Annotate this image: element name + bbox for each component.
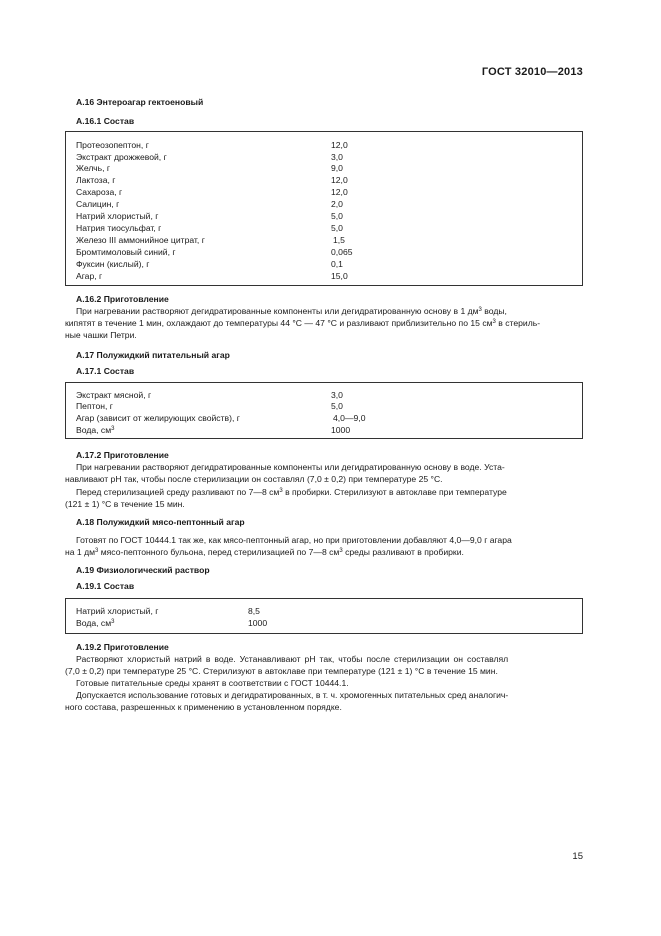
composition-row: Вода, $см^3$ 1000 — [76, 618, 268, 628]
page-number: 15 — [572, 851, 583, 862]
paragraph-line: Перед стерилизацией среду разливают по 7—8 $см^3$ в пробирки. Стерилизуют в автоклаве при температуре — [76, 487, 507, 497]
section-a19-title: А.19 Физиологический раствор — [76, 565, 210, 575]
section-a17-1-title: А.17.1 Состав — [76, 366, 135, 376]
paragraph-line: ного состава, разрешенных к применению в установленном порядке. — [65, 702, 342, 712]
paragraph-line: При нагревании растворяют дегидратированные компоненты или дегидратированную основу в 1 $дм^3$ воды, — [76, 306, 507, 316]
paragraph-line: кипятят в течение 1 мин, охлаждают до температуры 44 °С — 47 °С и разливают приблизительно по 15 $см^3$ в стериль- — [65, 318, 541, 328]
composition-row: Желчь, г 9,0 — [76, 163, 343, 173]
composition-row: Лактоза, г 12,0 — [76, 175, 348, 185]
composition-row: Натрий хлористый, г 5,0 — [76, 211, 343, 221]
composition-row: Агар, г 15,0 — [76, 271, 348, 281]
composition-row: Сахароза, г 12,0 — [76, 187, 348, 197]
composition-row: Салицин, г 2,0 — [76, 199, 343, 209]
section-a17-title: А.17 Полужидкий питательный агар — [76, 350, 230, 360]
paragraph-line: на 1 $дм^3$ мясо-пептонного бульона, перед стерилизацией по 7—8 $см^3$ среды разливают в пробирки. — [65, 547, 464, 557]
composition-row: Фуксин (кислый), г 0,1 — [76, 259, 343, 269]
composition-row: Натрия тиосульфат, г 5,0 — [76, 223, 343, 233]
composition-row: Вода, $см^3$ 1000 — [76, 425, 351, 435]
composition-row: Экстракт дрожжевой, г 3,0 — [76, 152, 343, 162]
composition-row: Пептон, г 5,0 — [76, 401, 343, 411]
composition-row: Экстракт мясной, г 3,0 — [76, 390, 343, 400]
section-a16-title: А.16 Энтероагар гектоеновый — [76, 97, 204, 107]
composition-row: Натрий хлористый, г 8,5 — [76, 606, 260, 616]
paragraph-line: Готовят по ГОСТ 10444.1 так же, как мясо-пептонный агар, но при приготовлении добавляют 4,0—9,0 г агара — [76, 535, 512, 545]
composition-table-a16 — [65, 131, 583, 286]
composition-row: Бромтимоловый синий, г 0,065 — [76, 247, 353, 257]
section-a19-1-title: А.19.1 Состав — [76, 581, 135, 591]
section-a16-1-title: А.16.1 Состав — [76, 116, 135, 126]
paragraph-line: навливают pH так, чтобы после стерилизации он составлял (7,0 ± 0,2) при температуре 25 °С. — [65, 474, 443, 484]
composition-row: Протеозопептон, г 12,0 — [76, 140, 348, 150]
section-a17-2-title: А.17.2 Приготовление — [76, 450, 169, 460]
composition-row: Агар (зависит от желирующих свойств), г 4,0—9,0 — [76, 413, 366, 423]
composition-table-a19 — [65, 598, 583, 634]
paragraph-line: (7,0 ± 0,2) при температуре 25 °С. Стерилизуют в автоклаве при температуре (121 ± 1) °С в течение 15 мин. — [65, 666, 498, 676]
paragraph-line: При нагревании растворяют дегидратированные компоненты или дегидратированную основу в воде. Уста- — [76, 462, 505, 472]
composition-row: Железо III аммонийное цитрат, г 1,5 — [76, 235, 345, 245]
composition-table-a17 — [65, 382, 583, 439]
section-a18-title: А.18 Полужидкий мясо-пептонный агар — [76, 517, 245, 527]
document-code: ГОСТ 32010—2013 — [481, 66, 583, 78]
paragraph-line: Готовые питательные среды хранят в соответствии с ГОСТ 10444.1. — [76, 678, 349, 688]
paragraph-line: Допускается использование готовых и дегидратированных, в т. ч. хромогенных питательных сред аналогич- — [76, 690, 509, 700]
section-a19-2-title: А.19.2 Приготовление — [76, 642, 169, 652]
paragraph-line: (121 ± 1) °С в течение 15 мин. — [65, 499, 185, 509]
paragraph-line: Растворяют хлористый натрий в воде. Устанавливают pH так, чтобы после стерилизации он составлял — [76, 654, 509, 664]
paragraph-line: ные чашки Петри. — [65, 330, 137, 340]
section-a16-2-title: А.16.2 Приготовление — [76, 294, 169, 304]
